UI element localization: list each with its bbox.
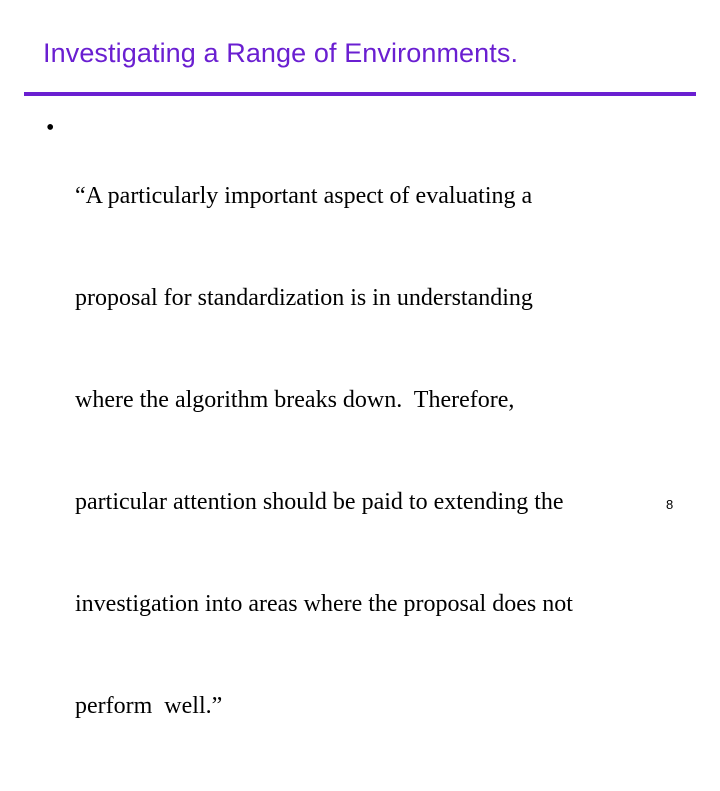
quote-line: “A particularly important aspect of evaluating a — [75, 183, 533, 209]
quote-line: particular attention should be paid to extending the — [75, 489, 564, 515]
bullet-icon: • — [46, 115, 55, 141]
quote-line: investigation into areas where the proposal does not — [75, 591, 573, 617]
quote-line: where the algorithm breaks down. Therefore, — [75, 387, 515, 413]
quote-line: proposal for standardization is in understanding — [75, 285, 533, 311]
slide-title: Investigating a Range of Environments. — [43, 38, 519, 68]
page-number: 8 — [666, 497, 674, 512]
quote-text — [75, 111, 685, 791]
title-divider — [24, 92, 696, 96]
quote-line: perform well.” — [75, 693, 223, 719]
